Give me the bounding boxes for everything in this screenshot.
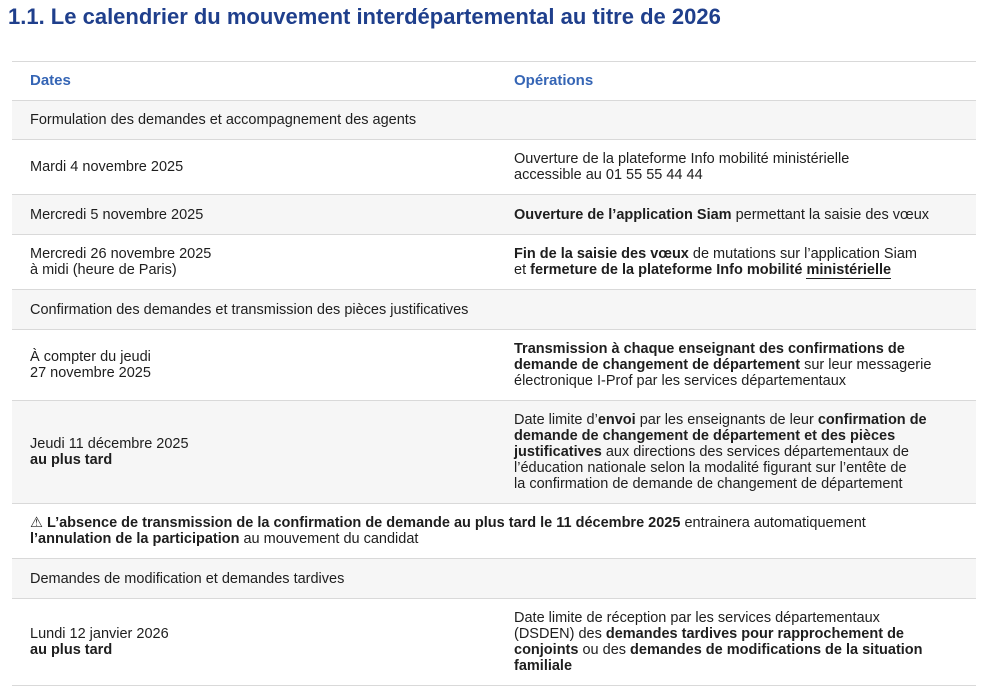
section-row xyxy=(12,101,976,140)
calendar-table xyxy=(12,61,976,686)
table-row xyxy=(12,599,976,686)
operation-bold: demandes de modifications de la situation xyxy=(630,642,923,658)
section-modifications: Demandes de modification et demandes tardives xyxy=(12,559,976,599)
date-cell: Mardi 4 novembre 2025 xyxy=(12,140,514,195)
operation-bold: Ouverture de l’application Siam xyxy=(514,206,732,223)
operation-cell xyxy=(514,235,976,290)
operation-cell xyxy=(514,401,976,504)
operation-bold: Transmission à chaque enseignant des confirmations de xyxy=(514,341,905,357)
date-cell xyxy=(12,330,514,401)
operation-bold: confirmation de xyxy=(817,412,927,428)
date-deadline: au plus tard xyxy=(30,452,113,468)
date-text: Jeudi 11 décembre 2025 xyxy=(30,436,189,452)
date-cell xyxy=(12,599,514,686)
section-formulation: Formulation des demandes et accompagnement des agents xyxy=(12,101,976,140)
operation-text: la confirmation de demande de changement de département xyxy=(514,476,903,492)
operation-text: et xyxy=(514,262,531,278)
operation-cell xyxy=(514,140,976,195)
warning-bold: L’absence de transmission de la confirmation de demande au plus tard le 11 décembre 2025 xyxy=(43,515,681,531)
operation-text: électronique I-Prof par les services départementaux xyxy=(514,373,847,389)
page-title: 1.1. Le calendrier du mouvement interdépartemental au titre de 2026 xyxy=(8,4,721,29)
table-row xyxy=(12,140,976,195)
operation-bold: demandes tardives pour rapprochement de xyxy=(605,626,904,642)
operation-bold: envoi xyxy=(597,412,636,428)
warning-cell xyxy=(12,504,976,559)
operation-bold: conjoints xyxy=(514,642,579,658)
date-cell: Mercredi 5 novembre 2025 xyxy=(12,195,514,235)
date-cell xyxy=(12,235,514,290)
operation-text: l’éducation nationale selon la modalité figurant sur l’entête de xyxy=(514,460,907,476)
operation-bold: familiale xyxy=(514,658,573,674)
operation-text: ou des xyxy=(578,642,631,658)
table-row xyxy=(12,195,976,235)
section-row xyxy=(12,290,976,330)
operation-text: Ouverture de la plateforme Info mobilité ministérielle xyxy=(514,151,850,167)
date-text: À compter du jeudi xyxy=(30,349,151,365)
operation-text: sur leur messagerie xyxy=(800,357,932,373)
operation-bold: demande de changement de département xyxy=(514,357,801,373)
operation-cell xyxy=(514,195,976,235)
table-header-row xyxy=(12,62,976,101)
operation-text: Date limite de réception par les services départementaux xyxy=(514,610,880,626)
section-row xyxy=(12,559,976,599)
operation-text: permettant la saisie des vœux xyxy=(731,206,930,223)
phone-number: accessible au 01 55 55 44 44 xyxy=(514,167,703,183)
operation-text: (DSDEN) des xyxy=(514,626,606,642)
ministerielle-link[interactable]: ministérielle xyxy=(806,262,892,278)
operation-text: de mutations sur l’application Siam xyxy=(688,246,917,262)
date-deadline: au plus tard xyxy=(30,642,113,658)
warning-text: entrainera automatiquement xyxy=(680,515,866,531)
date-note: à midi (heure de Paris) xyxy=(30,262,177,278)
operation-text: aux directions des services départementaux de xyxy=(601,444,909,460)
operation-cell xyxy=(514,599,976,686)
section-confirmation: Confirmation des demandes et transmission des pièces justificatives xyxy=(12,290,976,330)
table-row xyxy=(12,330,976,401)
operation-bold: Fin de la saisie des vœux xyxy=(514,246,689,262)
operation-bold: fermeture de la plateforme Info mobilité xyxy=(530,262,807,278)
operation-bold: justificatives xyxy=(514,444,602,460)
date-cell xyxy=(12,401,514,504)
date-text: Mercredi 26 novembre 2025 xyxy=(30,246,212,262)
operation-cell xyxy=(514,330,976,401)
table-row xyxy=(12,401,976,504)
date-text: 27 novembre 2025 xyxy=(30,365,151,381)
header-dates: Dates xyxy=(12,62,514,101)
warning-row xyxy=(12,504,976,559)
warning-text: au mouvement du candidat xyxy=(239,531,419,547)
warning-bold: l’annulation de la participation xyxy=(30,531,240,547)
operation-bold: demande de changement de département et des pièces xyxy=(514,428,896,444)
table-row xyxy=(12,235,976,290)
operation-text: par les enseignants de leur xyxy=(635,412,818,428)
warning-icon: ⚠ xyxy=(30,515,43,531)
date-text: Lundi 12 janvier 2026 xyxy=(30,626,169,642)
header-operations: Opérations xyxy=(514,62,976,101)
operation-text: Date limite d’ xyxy=(514,412,598,428)
